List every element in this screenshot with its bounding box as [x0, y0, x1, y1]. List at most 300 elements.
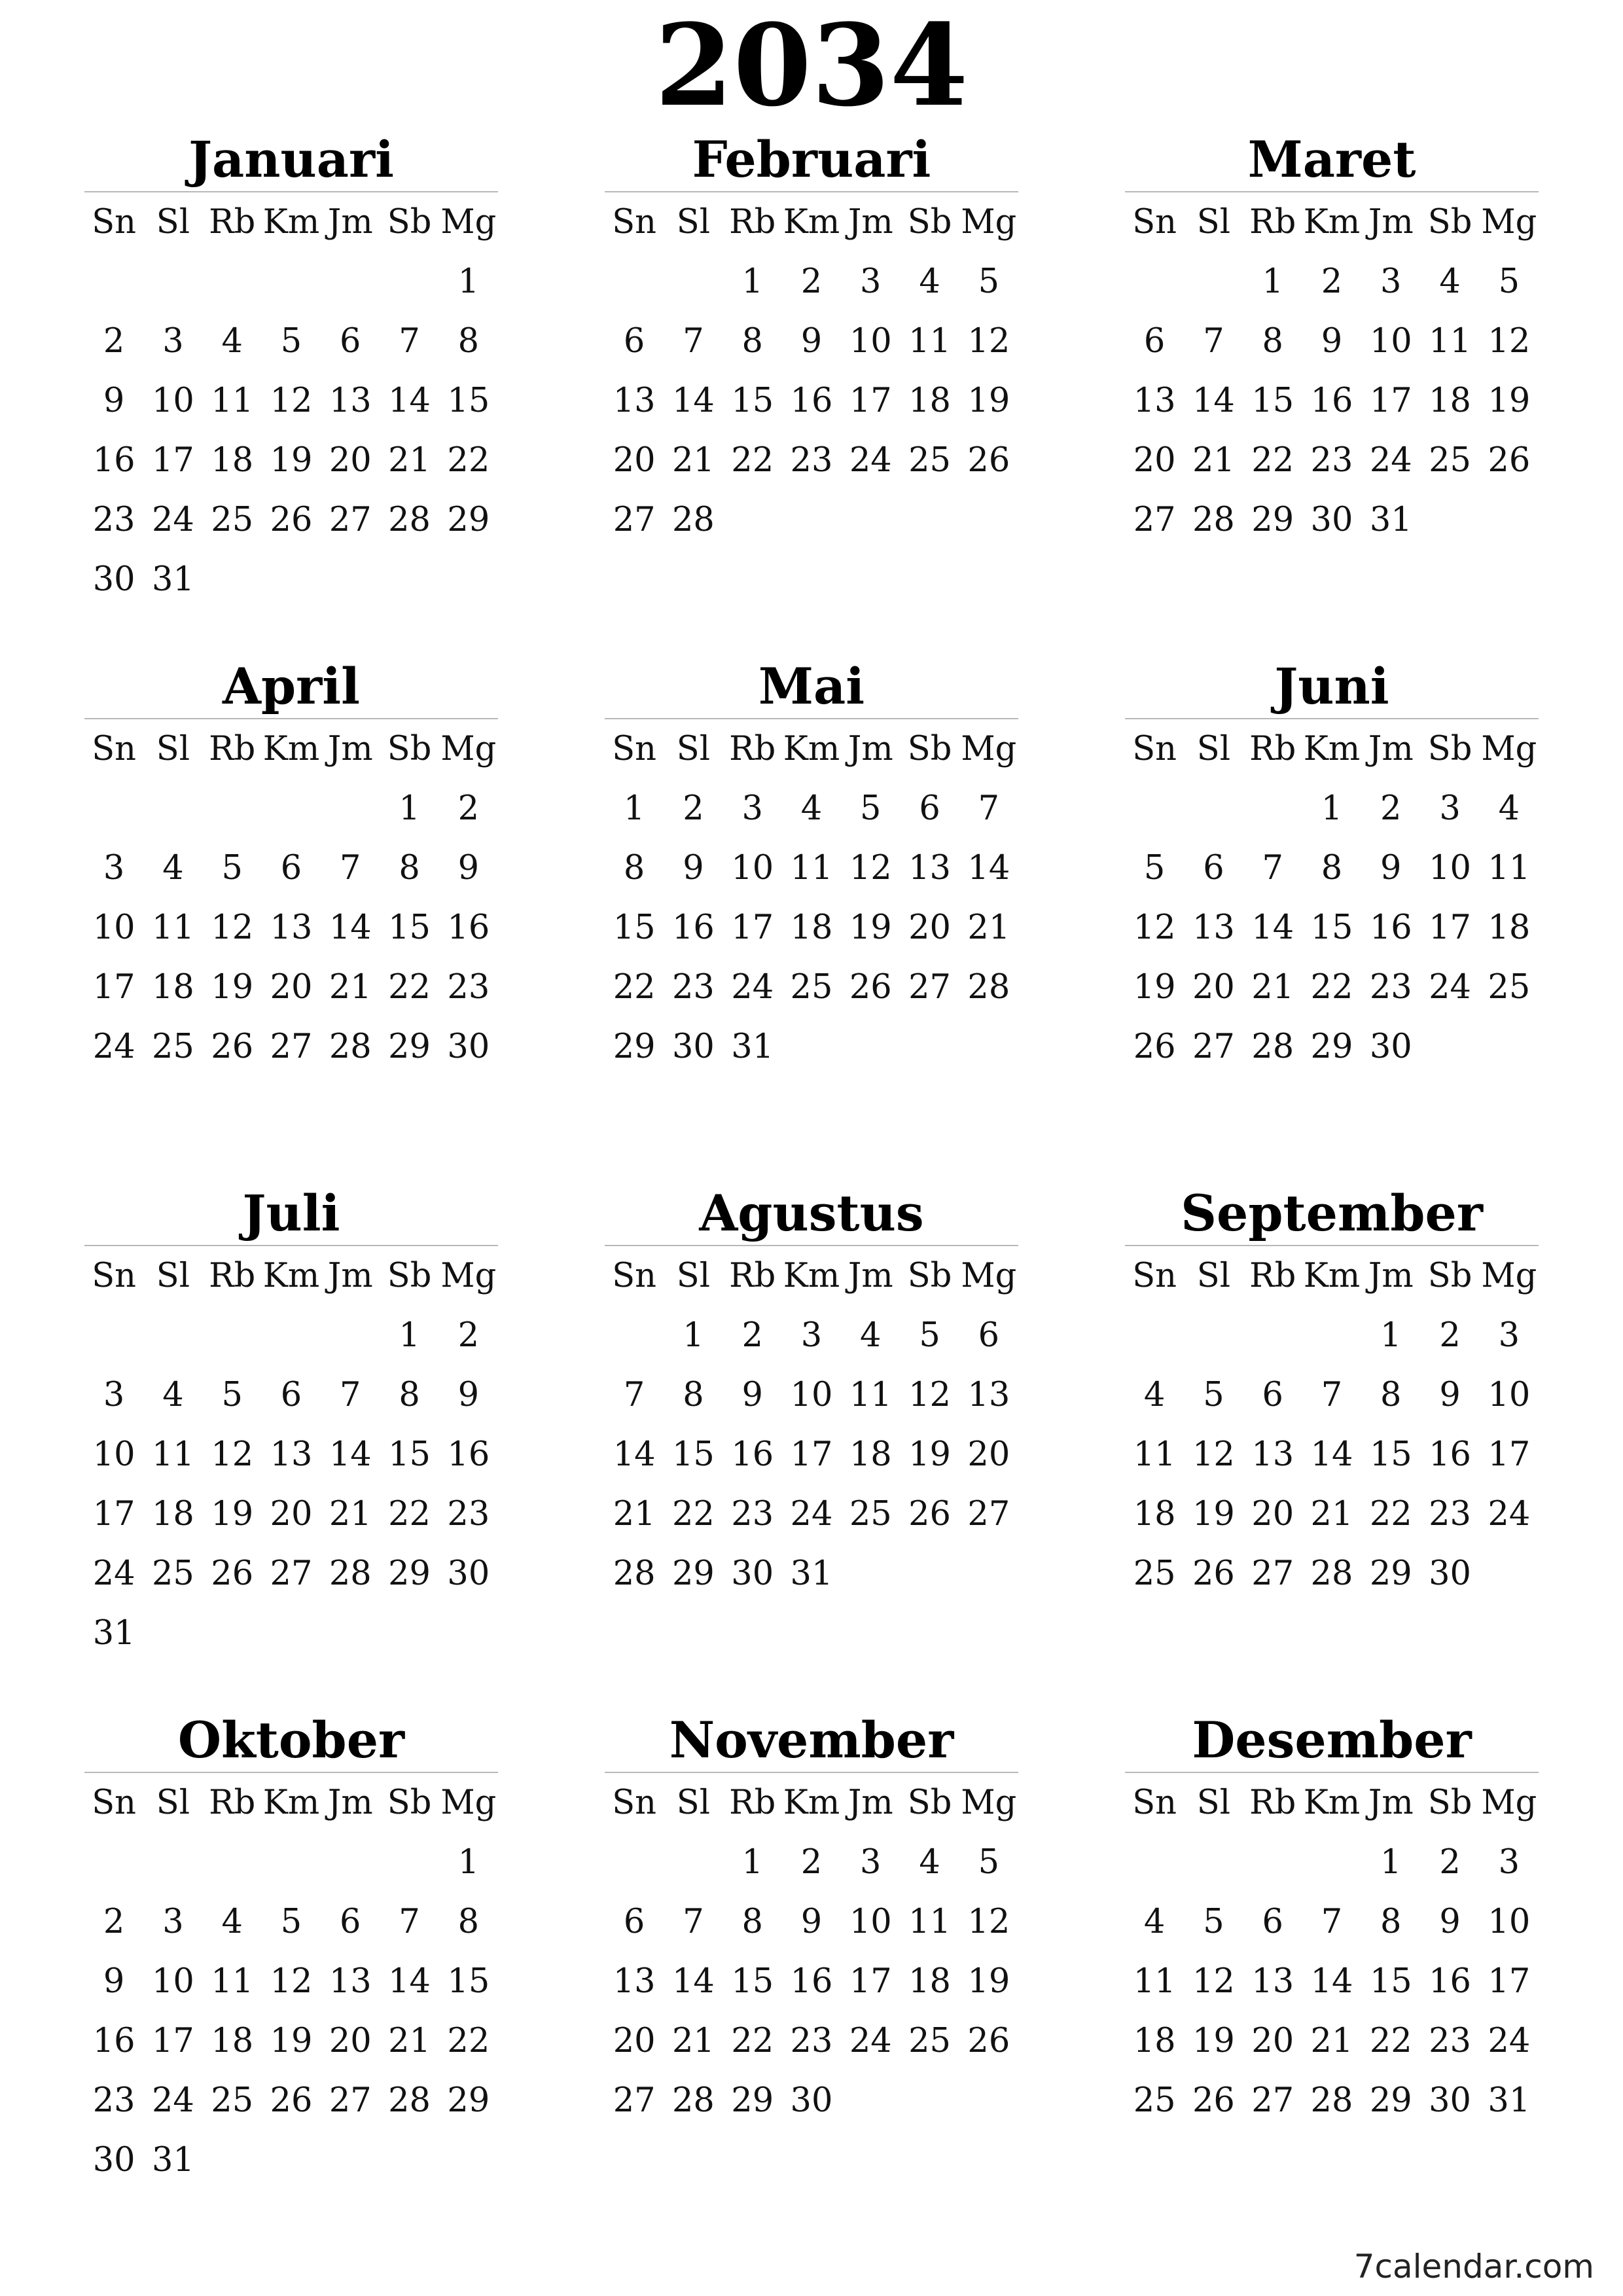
weekday-header: Mg [1481, 1257, 1537, 1295]
weekday-header: Sn [1132, 203, 1177, 242]
weekday-header: Sn [1132, 1784, 1177, 1822]
day-cell: 3 [162, 1903, 184, 1941]
month-title: Maret [1125, 128, 1539, 192]
day-cell: 9 [683, 849, 704, 888]
empty-day-cell [664, 252, 722, 312]
day-cell: 1 [1262, 262, 1283, 301]
day-grid [605, 192, 1018, 550]
day-cell: 20 [908, 908, 952, 947]
day-cell: 13 [908, 849, 952, 888]
day-cell: 26 [1488, 441, 1531, 480]
footer-credit: 7calendar.com [1353, 2248, 1594, 2286]
day-cell: 18 [1133, 2022, 1176, 2060]
day-cell: 6 [340, 322, 361, 361]
day-cell: 21 [388, 441, 431, 480]
day-cell: 24 [849, 441, 892, 480]
day-cell: 7 [623, 1376, 645, 1414]
day-cell: 8 [1321, 849, 1343, 888]
empty-day-cell [84, 1306, 143, 1365]
day-cell: 15 [731, 1962, 774, 2001]
day-cell: 20 [1251, 1495, 1294, 1534]
day-cell: 12 [211, 908, 254, 947]
empty-day-cell [143, 1833, 202, 1892]
day-cell: 2 [1439, 1843, 1461, 1882]
day-cell: 19 [967, 382, 1010, 420]
day-cell: 21 [1192, 441, 1235, 480]
day-cell: 29 [1369, 1554, 1412, 1593]
day-cell: 2 [1321, 262, 1343, 301]
day-cell: 20 [329, 441, 372, 480]
day-cell: 27 [1133, 501, 1176, 539]
day-cell: 26 [270, 501, 313, 539]
day-cell: 28 [1310, 1554, 1353, 1593]
weekday-header: Km [1303, 203, 1361, 242]
day-cell: 22 [671, 1495, 715, 1534]
weekday-header: Sn [92, 1784, 137, 1822]
day-cell: 17 [849, 382, 892, 420]
day-cell: 27 [1251, 2081, 1294, 2120]
day-grid [84, 192, 498, 609]
weekday-header: Sl [1196, 1257, 1231, 1295]
day-cell: 25 [1133, 1554, 1176, 1593]
weekday-header: Rb [729, 1257, 776, 1295]
weekday-header: Sn [612, 1257, 657, 1295]
day-cell: 12 [1192, 1435, 1235, 1474]
day-cell: 16 [447, 1435, 490, 1474]
weekday-header: Jm [327, 1784, 373, 1822]
day-cell: 24 [1488, 1495, 1531, 1534]
weekday-header: Mg [1481, 203, 1537, 242]
weekday-header: Sb [907, 1257, 952, 1295]
day-cell: 5 [280, 1903, 302, 1941]
month-title: Agustus [605, 1182, 1018, 1246]
weekday-header: Km [262, 1257, 320, 1295]
day-cell: 29 [1251, 501, 1294, 539]
day-cell: 3 [1380, 262, 1402, 301]
day-cell: 10 [1369, 322, 1412, 361]
day-cell: 12 [1488, 322, 1531, 361]
weekday-header: Jm [327, 203, 373, 242]
day-cell: 28 [613, 1554, 656, 1593]
day-cell: 4 [1498, 789, 1520, 828]
day-cell: 11 [908, 1903, 952, 1941]
empty-day-cell [203, 779, 262, 838]
day-cell: 11 [1488, 849, 1531, 888]
day-cell: 1 [1321, 789, 1343, 828]
weekday-header: Jm [1368, 203, 1414, 242]
day-cell: 9 [457, 849, 480, 888]
day-cell: 25 [1133, 2081, 1176, 2120]
day-cell: 23 [447, 968, 490, 1007]
day-cell: 30 [731, 1554, 774, 1593]
day-cell: 2 [683, 789, 704, 828]
day-cell: 5 [280, 322, 302, 361]
month-february [605, 128, 1018, 550]
day-cell: 15 [388, 908, 431, 947]
year-title: 2034 [654, 0, 969, 132]
day-cell: 14 [613, 1435, 656, 1474]
day-cell: 23 [1310, 441, 1353, 480]
month-july [84, 1182, 498, 1663]
day-cell: 19 [270, 2022, 313, 2060]
month-june [1125, 655, 1539, 1077]
day-cell: 20 [1133, 441, 1176, 480]
day-cell: 2 [103, 322, 125, 361]
day-cell: 17 [1369, 382, 1412, 420]
weekday-header: Jm [847, 1257, 893, 1295]
day-cell: 10 [849, 322, 892, 361]
day-cell: 7 [1321, 1903, 1343, 1941]
day-cell: 14 [967, 849, 1010, 888]
empty-day-cell [262, 779, 321, 838]
day-cell: 5 [1498, 262, 1520, 301]
weekday-header: Sl [676, 1784, 711, 1822]
empty-day-cell [1243, 779, 1302, 838]
day-cell: 28 [388, 501, 431, 539]
day-cell: 4 [221, 1903, 243, 1941]
day-cell: 4 [919, 262, 940, 301]
day-cell: 11 [211, 382, 254, 420]
month-october [84, 1709, 498, 2190]
day-cell: 2 [1439, 1316, 1461, 1355]
weekday-header: Mg [440, 203, 497, 242]
day-grid [1125, 1773, 1539, 2130]
weekday-header: Rb [729, 203, 776, 242]
day-cell: 14 [388, 382, 431, 420]
day-cell: 26 [1192, 2081, 1235, 2120]
day-cell: 26 [1133, 1028, 1176, 1066]
day-cell: 19 [211, 968, 254, 1007]
month-title: September [1125, 1182, 1539, 1246]
day-cell: 4 [1143, 1903, 1166, 1941]
day-cell: 19 [908, 1435, 952, 1474]
day-cell: 27 [329, 2081, 372, 2120]
day-cell: 25 [1488, 968, 1531, 1007]
weekday-header: Rb [209, 203, 256, 242]
day-cell: 24 [151, 501, 194, 539]
weekday-header: Km [262, 203, 320, 242]
day-cell: 28 [671, 501, 715, 539]
weekday-header: Sn [612, 730, 657, 768]
weekday-header: Sb [907, 203, 952, 242]
day-cell: 21 [1310, 2022, 1353, 2060]
day-cell: 5 [1203, 1376, 1224, 1414]
empty-day-cell [321, 1833, 380, 1892]
day-cell: 5 [978, 1843, 1000, 1882]
empty-day-cell [1184, 1306, 1243, 1365]
day-cell: 14 [1310, 1962, 1353, 2001]
weekday-header: Sl [156, 730, 190, 768]
day-cell: 26 [967, 441, 1010, 480]
weekday-header: Rb [209, 730, 256, 768]
day-cell: 6 [280, 1376, 302, 1414]
day-cell: 15 [1310, 908, 1353, 947]
day-cell: 8 [741, 322, 763, 361]
day-cell: 7 [683, 1903, 704, 1941]
day-cell: 1 [683, 1316, 704, 1355]
weekday-header: Sb [387, 730, 432, 768]
weekday-header: Rb [1249, 730, 1296, 768]
weekday-header: Jm [1368, 730, 1414, 768]
day-cell: 26 [967, 2022, 1010, 2060]
day-cell: 29 [1369, 2081, 1412, 2120]
day-cell: 20 [1251, 2022, 1294, 2060]
day-cell: 9 [1439, 1903, 1461, 1941]
day-cell: 26 [211, 1028, 254, 1066]
empty-day-cell [321, 1306, 380, 1365]
day-cell: 14 [671, 1962, 715, 2001]
day-cell: 17 [151, 2022, 194, 2060]
day-cell: 17 [849, 1962, 892, 2001]
day-cell: 21 [1310, 1495, 1353, 1534]
day-cell: 28 [967, 968, 1010, 1007]
empty-day-cell [1243, 1306, 1302, 1365]
day-cell: 16 [92, 441, 135, 480]
day-cell: 24 [1488, 2022, 1531, 2060]
day-cell: 28 [1192, 501, 1235, 539]
day-cell: 1 [457, 262, 480, 301]
day-cell: 11 [1133, 1962, 1176, 2001]
month-title: Oktober [84, 1709, 498, 1773]
day-cell: 4 [1143, 1376, 1166, 1414]
day-cell: 4 [1439, 262, 1461, 301]
day-cell: 30 [790, 2081, 833, 2120]
day-cell: 3 [860, 1843, 882, 1882]
day-cell: 1 [399, 789, 420, 828]
day-cell: 25 [211, 2081, 254, 2120]
weekday-header: Sl [156, 203, 190, 242]
day-cell: 5 [978, 262, 1000, 301]
month-title: Juli [84, 1182, 498, 1246]
weekday-header: Jm [1368, 1257, 1414, 1295]
day-cell: 9 [1380, 849, 1402, 888]
day-cell: 5 [221, 849, 243, 888]
day-cell: 12 [270, 382, 313, 420]
weekday-header: Sb [387, 203, 432, 242]
weekday-header: Km [1303, 1784, 1361, 1822]
day-cell: 11 [790, 849, 833, 888]
day-cell: 10 [151, 382, 194, 420]
day-cell: 30 [447, 1554, 490, 1593]
day-cell: 29 [447, 501, 490, 539]
day-cell: 15 [1251, 382, 1294, 420]
day-cell: 3 [103, 849, 125, 888]
day-cell: 15 [613, 908, 656, 947]
weekday-header: Rb [209, 1784, 256, 1822]
day-cell: 16 [1429, 1962, 1472, 2001]
weekday-header: Sl [676, 730, 711, 768]
day-cell: 7 [1321, 1376, 1343, 1414]
day-cell: 23 [1369, 968, 1412, 1007]
day-cell: 7 [1262, 849, 1283, 888]
day-cell: 18 [1488, 908, 1531, 947]
day-cell: 15 [447, 382, 490, 420]
day-cell: 22 [388, 968, 431, 1007]
month-april [84, 655, 498, 1077]
day-cell: 23 [671, 968, 715, 1007]
day-cell: 9 [741, 1376, 763, 1414]
day-cell: 25 [908, 441, 952, 480]
weekday-header: Sl [676, 1257, 711, 1295]
weekday-header: Mg [961, 1257, 1017, 1295]
weekday-header: Sb [1427, 203, 1472, 242]
day-cell: 9 [103, 382, 125, 420]
weekday-header: Km [1303, 1257, 1361, 1295]
day-cell: 30 [1429, 1554, 1472, 1593]
month-title: November [605, 1709, 1018, 1773]
weekday-header: Rb [209, 1257, 256, 1295]
day-cell: 7 [399, 322, 420, 361]
day-cell: 25 [790, 968, 833, 1007]
empty-day-cell [143, 252, 202, 312]
day-cell: 15 [671, 1435, 715, 1474]
empty-day-cell [1302, 1306, 1361, 1365]
month-title: Februari [605, 128, 1018, 192]
weekday-header: Sb [907, 1784, 952, 1822]
weekday-header: Rb [1249, 203, 1296, 242]
day-cell: 23 [92, 2081, 135, 2120]
weekday-header: Jm [847, 203, 893, 242]
day-cell: 4 [800, 789, 823, 828]
day-cell: 16 [790, 382, 833, 420]
day-cell: 30 [92, 2141, 135, 2179]
empty-day-cell [143, 779, 202, 838]
day-cell: 6 [623, 322, 645, 361]
day-cell: 9 [1321, 322, 1343, 361]
day-cell: 15 [731, 382, 774, 420]
day-cell: 6 [919, 789, 940, 828]
day-cell: 22 [1310, 968, 1353, 1007]
day-cell: 30 [1429, 2081, 1472, 2120]
day-cell: 2 [457, 1316, 480, 1355]
weekday-header: Km [783, 1257, 840, 1295]
day-cell: 16 [92, 2022, 135, 2060]
empty-day-cell [605, 1306, 664, 1365]
day-cell: 2 [103, 1903, 125, 1941]
day-cell: 7 [340, 849, 361, 888]
day-cell: 12 [908, 1376, 952, 1414]
day-cell: 10 [151, 1962, 194, 2001]
weekday-header: Sb [1427, 1784, 1472, 1822]
weekday-header: Sn [1132, 1257, 1177, 1295]
day-cell: 1 [399, 1316, 420, 1355]
day-cell: 8 [741, 1903, 763, 1941]
day-cell: 11 [1429, 322, 1472, 361]
day-cell: 20 [270, 1495, 313, 1534]
day-cell: 30 [92, 560, 135, 599]
day-cell: 31 [92, 1614, 135, 1653]
day-cell: 4 [162, 1376, 184, 1414]
empty-day-cell [321, 779, 380, 838]
day-cell: 17 [151, 441, 194, 480]
weekday-header: Rb [729, 730, 776, 768]
day-cell: 4 [221, 322, 243, 361]
day-cell: 20 [329, 2022, 372, 2060]
day-cell: 12 [270, 1962, 313, 2001]
weekday-header: Jm [327, 1257, 373, 1295]
empty-day-cell [380, 252, 438, 312]
day-cell: 1 [1380, 1843, 1402, 1882]
day-cell: 28 [1310, 2081, 1353, 2120]
day-cell: 6 [978, 1316, 1000, 1355]
day-cell: 6 [1262, 1903, 1283, 1941]
day-cell: 23 [447, 1495, 490, 1534]
day-cell: 19 [967, 1962, 1010, 2001]
empty-day-cell [262, 252, 321, 312]
weekday-header: Mg [440, 1784, 497, 1822]
day-cell: 7 [1203, 322, 1224, 361]
day-cell: 3 [800, 1316, 823, 1355]
weekday-header: Mg [440, 730, 497, 768]
weekday-header: Sb [907, 730, 952, 768]
day-cell: 22 [1251, 441, 1294, 480]
day-cell: 13 [329, 1962, 372, 2001]
empty-day-cell [143, 1306, 202, 1365]
day-cell: 13 [270, 1435, 313, 1474]
day-cell: 8 [457, 322, 480, 361]
day-cell: 30 [1369, 1028, 1412, 1066]
weekday-header: Mg [961, 1784, 1017, 1822]
day-cell: 21 [1251, 968, 1294, 1007]
day-cell: 29 [447, 2081, 490, 2120]
day-cell: 15 [447, 1962, 490, 2001]
day-cell: 6 [623, 1903, 645, 1941]
day-cell: 23 [731, 1495, 774, 1534]
weekday-header: Sn [92, 730, 137, 768]
day-cell: 3 [741, 789, 763, 828]
day-cell: 22 [388, 1495, 431, 1534]
day-cell: 18 [1133, 1495, 1176, 1534]
day-cell: 26 [270, 2081, 313, 2120]
day-cell: 19 [270, 441, 313, 480]
day-cell: 17 [1488, 1435, 1531, 1474]
day-cell: 14 [1192, 382, 1235, 420]
day-cell: 10 [1488, 1376, 1531, 1414]
weekday-header: Sl [1196, 203, 1231, 242]
day-cell: 25 [849, 1495, 892, 1534]
month-september [1125, 1182, 1539, 1604]
day-cell: 1 [741, 262, 763, 301]
day-cell: 16 [1429, 1435, 1472, 1474]
day-cell: 18 [1429, 382, 1472, 420]
day-cell: 8 [1380, 1376, 1402, 1414]
day-cell: 21 [671, 2022, 715, 2060]
day-cell: 23 [1429, 2022, 1472, 2060]
month-january [84, 128, 498, 609]
day-cell: 2 [800, 262, 823, 301]
day-cell: 22 [447, 441, 490, 480]
day-cell: 5 [221, 1376, 243, 1414]
day-cell: 27 [270, 1028, 313, 1066]
weekday-header: Km [262, 730, 320, 768]
day-cell: 29 [1310, 1028, 1353, 1066]
empty-day-cell [605, 252, 664, 312]
weekday-header: Jm [847, 730, 893, 768]
weekday-header: Sn [1132, 730, 1177, 768]
month-december [1125, 1709, 1539, 2130]
day-cell: 11 [151, 908, 194, 947]
day-cell: 30 [671, 1028, 715, 1066]
day-cell: 20 [1192, 968, 1235, 1007]
day-cell: 28 [1251, 1028, 1294, 1066]
day-cell: 31 [1488, 2081, 1531, 2120]
day-cell: 28 [388, 2081, 431, 2120]
day-cell: 16 [447, 908, 490, 947]
day-cell: 13 [329, 382, 372, 420]
day-cell: 9 [457, 1376, 480, 1414]
weekday-header: Rb [1249, 1784, 1296, 1822]
empty-day-cell [321, 252, 380, 312]
